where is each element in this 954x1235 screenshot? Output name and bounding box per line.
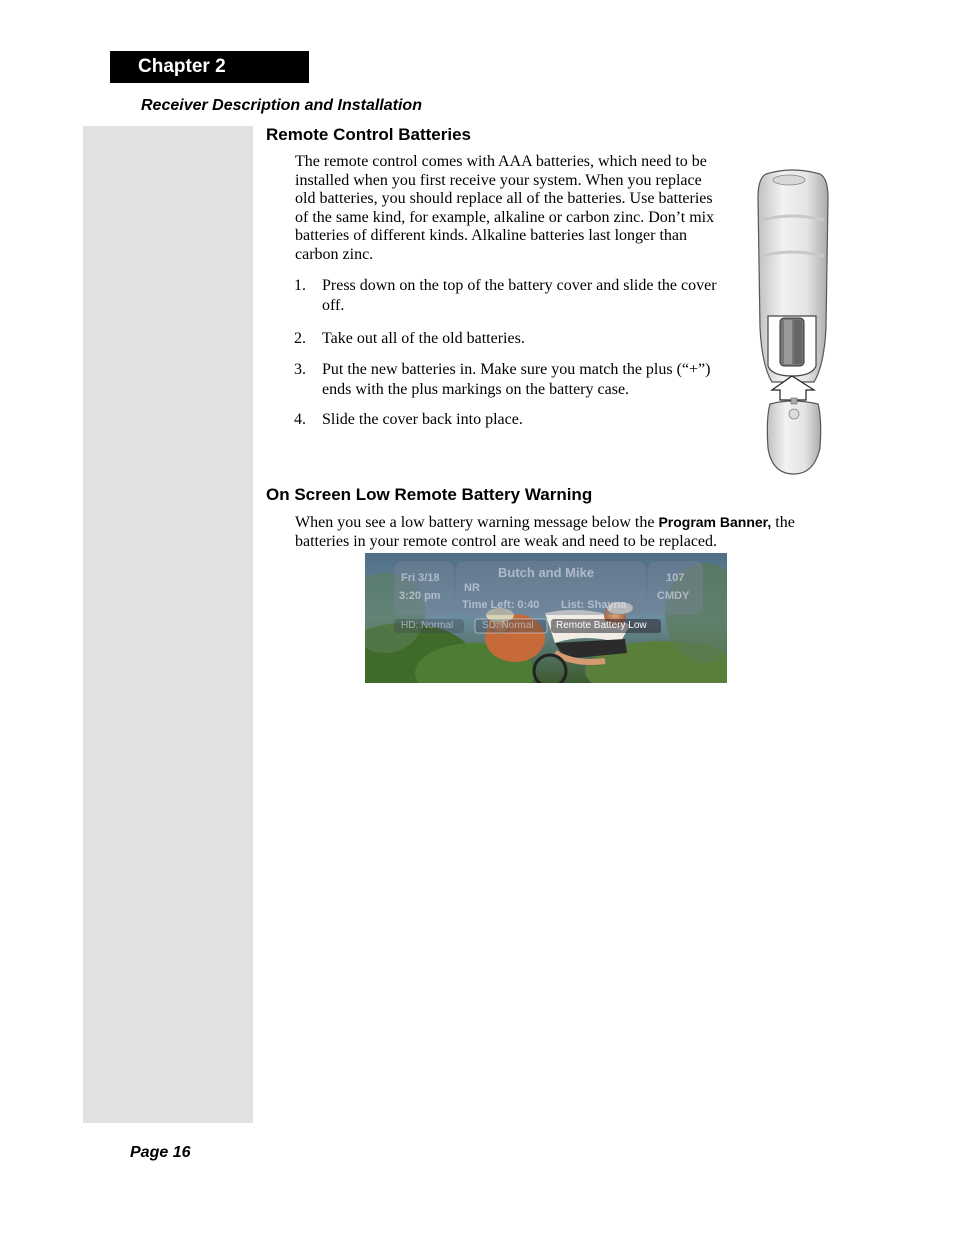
intro-line: carbon zinc.	[295, 245, 374, 263]
intro-line: batteries of different kinds. Alkaline batteries last longer than	[295, 227, 688, 245]
step-item	[294, 410, 744, 430]
step-item	[294, 329, 744, 349]
warning-text-part: the	[771, 514, 795, 531]
intro-line: of the same kind, for example, alkaline or carbon zinc. Don’t mix	[295, 208, 715, 226]
banner-list: List: Shayna	[561, 599, 627, 611]
step-text-line: Slide the cover back into place.	[322, 411, 523, 428]
banner-rating: NR	[464, 582, 480, 594]
chapter-label: Chapter 2	[110, 51, 309, 83]
remote-batteries-heading: Remote Control Batteries	[266, 125, 471, 144]
step-number: 4.	[294, 411, 306, 428]
warning-text-line: batteries in your remote control are weak and need to be replaced.	[295, 532, 718, 550]
banner-time-left: Time Left: 0:40	[462, 599, 540, 611]
remote-batteries-intro	[295, 153, 714, 265]
sd-status: SD: Normal	[482, 620, 534, 631]
tv-screen-screenshot	[365, 553, 727, 683]
hd-status: HD: Normal	[401, 620, 454, 631]
battery-warning-heading: On Screen Low Remote Battery Warning	[266, 485, 593, 504]
intro-line: installed when you first receive your system. When you replace	[295, 171, 702, 189]
step-number: 3.	[294, 361, 306, 378]
step-text-line: ends with the plus markings on the battery case.	[322, 380, 630, 398]
banner-channel-number: 107	[666, 572, 685, 584]
remote-battery-low-warning: Remote Battery Low	[556, 620, 647, 631]
intro-line: old batteries, you should replace all of the batteries. Use batteries	[295, 190, 713, 208]
banner-program-title: Butch and Mike	[498, 565, 595, 580]
intro-line: The remote control comes with AAA batteries, which need to be	[295, 153, 707, 170]
step-text-line: off.	[322, 296, 345, 314]
banner-time: 3:20 pm	[399, 590, 441, 602]
banner-channel-name: CMDY	[657, 590, 690, 602]
page-number: Page 16	[130, 1144, 191, 1161]
step-number: 1.	[294, 277, 306, 294]
banner-date: Fri 3/18	[401, 572, 440, 584]
step-text-line: Put the new batteries in. Make sure you match the plus (“+”)	[322, 361, 711, 378]
step-number: 2.	[294, 330, 306, 347]
section-title: Receiver Description and Installation	[141, 97, 422, 114]
step-text-line: Take out all of the old batteries.	[322, 330, 525, 347]
battery-warning-text	[295, 513, 795, 551]
remote-battery-illustration	[752, 168, 834, 485]
program-banner-term: Program Banner,	[658, 514, 772, 530]
step-text-line: Press down on the top of the battery cover and slide the cover	[322, 277, 717, 294]
warning-text-line	[295, 513, 795, 533]
side-margin-bar	[83, 126, 253, 1123]
step-item	[294, 360, 744, 399]
step-item	[294, 276, 744, 315]
warning-text-part: When you see a low battery warning message below the	[295, 514, 659, 531]
